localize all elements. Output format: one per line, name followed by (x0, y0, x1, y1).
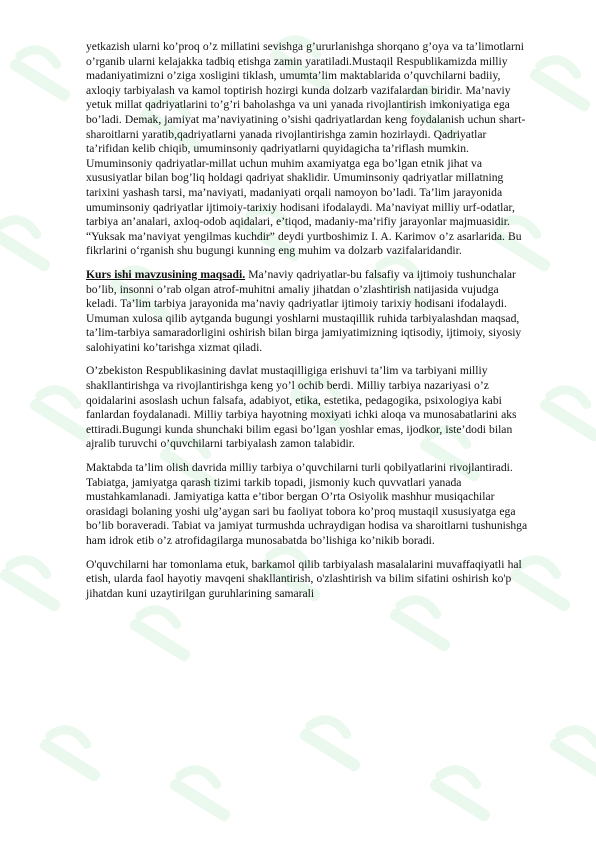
watermark-mark (168, 760, 243, 823)
watermark-mark (0, 210, 63, 273)
paragraph-4 (86, 461, 530, 549)
paragraph-4-text: Maktabda ta’lim olish davrida milliy tarbiya o’quvchilarni turli qobilyatlarini rivojlantiradi. Tabiatga, jamiyatga qarash tizimi tarkib topadi, jismoniy kuch quvvatlari yanada mustahkamlanadi. Jamiyatiga katta e’tibor bergan O’rta Osiyolik mashhur musiqachilar orasidagi bolaning yoshi ulg’aygan sari bu faoliyat tobora ko’proq mustaqil xususiyatga ega bo’lib boraveradi. Tabiat va jamiyat turmushda uchraydigan hodisa va sharoitlarni tushunishga ham idrok etib o’z atrofidagilarga munosabatda bo’lishiga ko’nikib boradi. (86, 461, 528, 547)
paragraph-5-text: O'quvchilarni har tomonlama etuk, barkamol qilib tarbiyalash masalalarini muvaffaqiyatli hal etish, ularda faol hayotiy mavqeni shakllantirish, o'zlashtirish va bilim sifatini oshirish ko'p jihatdan kuni uzaytirilgan guruhlarining samarali (86, 557, 522, 600)
watermark-mark (38, 720, 113, 783)
paragraph-3-text: O’zbekiston Respublikasining davlat mustaqilligiga erishuvi ta’lim va tarbiyani milliy shakllantirishga va rivojlantirishga keng yo’l ochib berdi. Milliy tarbiya nazariyasi o’z qoidalarini asoslash uchun falsafa, adabiyot, etika, estetika, pedagogika, psixologiya kabi fanlardan foydalanadi. Milliy tarbiya hayotning moxiyati ichki aloqa va munosabatlarini aks ettiradi.Bugungi kunda shunchaki bilim egasi bo’lgan yoshlar emas, ijodkor, iste’dodi bilan ajralib turuvchi o’quvchilarni tarbiyalash zamon talabidir. (86, 364, 517, 451)
watermark-mark (428, 760, 503, 823)
document-page (86, 40, 530, 610)
paragraph-2-text: Ma’naviy qadriyatlar-bu falsafiy va ijtimoiy tushunchalar bo’lib, insonni o’rab olgan atrof-muhitni amaliy jihatdan o’zlashtirish natijasida vujudga keladi. Ta’lim tarbiya jarayonida ma’naviy qadriyatlar ijtimoiy tarixiy hodisani ifodalaydi. Umuman xulosa qilib aytganda bugungi yoshlarni mustaqillik ruhida tarbiyalashdan maqsad, ta’lim-tarbiya samaradorligini oshirish bilan birga jamiyatimizning iqtisodiy, ijtimoiy, siyosiy salohiyatini ko’tarishga xizmat qiladi. (86, 267, 522, 354)
course-goal-heading: Kurs ishi mavzusining maqsadi. (86, 267, 246, 281)
paragraph-2 (86, 268, 530, 356)
paragraph-1 (86, 40, 530, 259)
watermark-mark (298, 710, 373, 773)
paragraph-3 (86, 364, 530, 452)
paragraph-1-text: yetkazish ularni ko’proq o’z millatini sevishga g’ururlanishga shorqano g’oya va ta’limotlarni o’rganib ularni kelajakka tadbiq etishga zamin yaratiladi.Mustaqil Respublikamizda milliy madaniyatimizni o’ziga xosligini tiklash, umumta’lim maktablarida o’quvchilarni badiiy, axloqiy tarbiyalash va kamol toptirish hozirgi kunda dolzarb vazifalardan biridir. Ma’naviy yetuk millat qadriyatlarini to’g’ri baholashga va uni yanada rivojlantirish imkoniyatiga ega bo’ladi. Demak, jamiyat ma’naviyatining o’sishi qadriyatlardan keng foydalanish uchun shart-sharoitlarni yaratib,qadriyatlarni yanada rivojlantirishga zamin hozirlaydi. Qadriyatlar ta’rifidan kelib chiqib, umuminsoniy qadriyatlarni quyidagicha ta’riflash mumkin. Umuminsoniy qadriyatlar-millat uchun muhim axamiyatga ega bo’lgan etnik jihat va xususiyatlar bilan bog’liq holdagi qadriyat shaklidir. Umuminsoniy qadriyatlar millatning tarixini yashash tarsi, ma’naviyati, madaniyati orqali namoyon bo’ladi. Ta’lim jarayonida umuminsoniy qadriyatlar ijtimoiy-tarixiy hodisani ifodalaydi. Ma’naviyat milliy urf-odatlar, tarbiya an’analari, axloq-odob aqidalari, e’tiqod, madaniy-ma’rifiy jarayonlar majmuasidir. “Yuksak ma’naviyat yengilmas kuchdir” deydi yurtboshimiz I. A. Karimov o’z asarlarida. Bu fikrlarini o‘rganish shu bugungi kunning eng muhim va dolzarb vazifalaridandir. (86, 40, 526, 258)
watermark-mark (528, 50, 596, 113)
watermark-mark (548, 720, 596, 783)
watermark-mark (8, 40, 83, 103)
watermark-mark (538, 380, 596, 443)
paragraph-5 (86, 558, 530, 602)
watermark-mark (0, 550, 73, 613)
